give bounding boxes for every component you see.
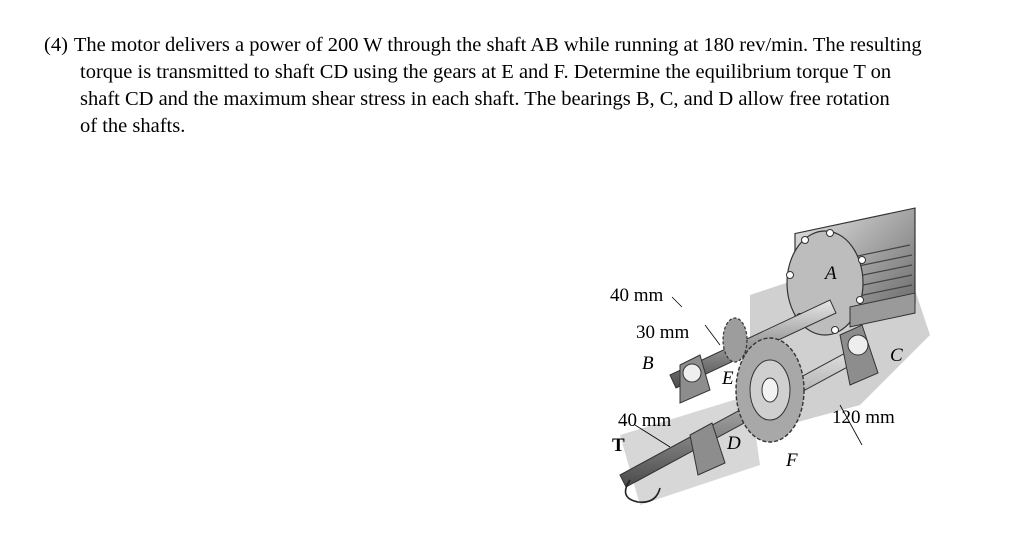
label-t: T: [612, 435, 625, 456]
problem-line-4: of the shafts.: [80, 115, 186, 137]
label-d: D: [727, 433, 741, 454]
problem-number: (4): [44, 34, 68, 56]
label-a: A: [825, 263, 837, 284]
problem-statement: [44, 32, 1004, 140]
problem-line-2: torque is transmitted to shaft CD using the gears at E and F. Determine the equilibrium torque T on: [80, 61, 892, 83]
label-b: B: [642, 353, 654, 374]
gear-e: [723, 318, 747, 362]
dim-120mm-label: 120 mm: [832, 407, 895, 428]
problem-line-3: shaft CD and the maximum shear stress in each shaft. The bearings B, C, and D allow free rotation: [80, 88, 890, 110]
dim-30mm-label: 30 mm: [636, 322, 690, 343]
motor-shaft-gear-figure: [600, 205, 930, 505]
label-c: C: [890, 345, 903, 366]
gear-f: [736, 338, 804, 442]
problem-line-1: (4) The motor delivers a power of 200 W through the shaft AB while running at 180 rev/min. The resulting: [44, 34, 922, 56]
label-f: F: [786, 450, 798, 471]
dim-40mm-top-label: 40 mm: [610, 285, 664, 306]
dim-40mm-bottom-label: 40 mm: [618, 410, 672, 431]
label-e: E: [722, 368, 734, 389]
